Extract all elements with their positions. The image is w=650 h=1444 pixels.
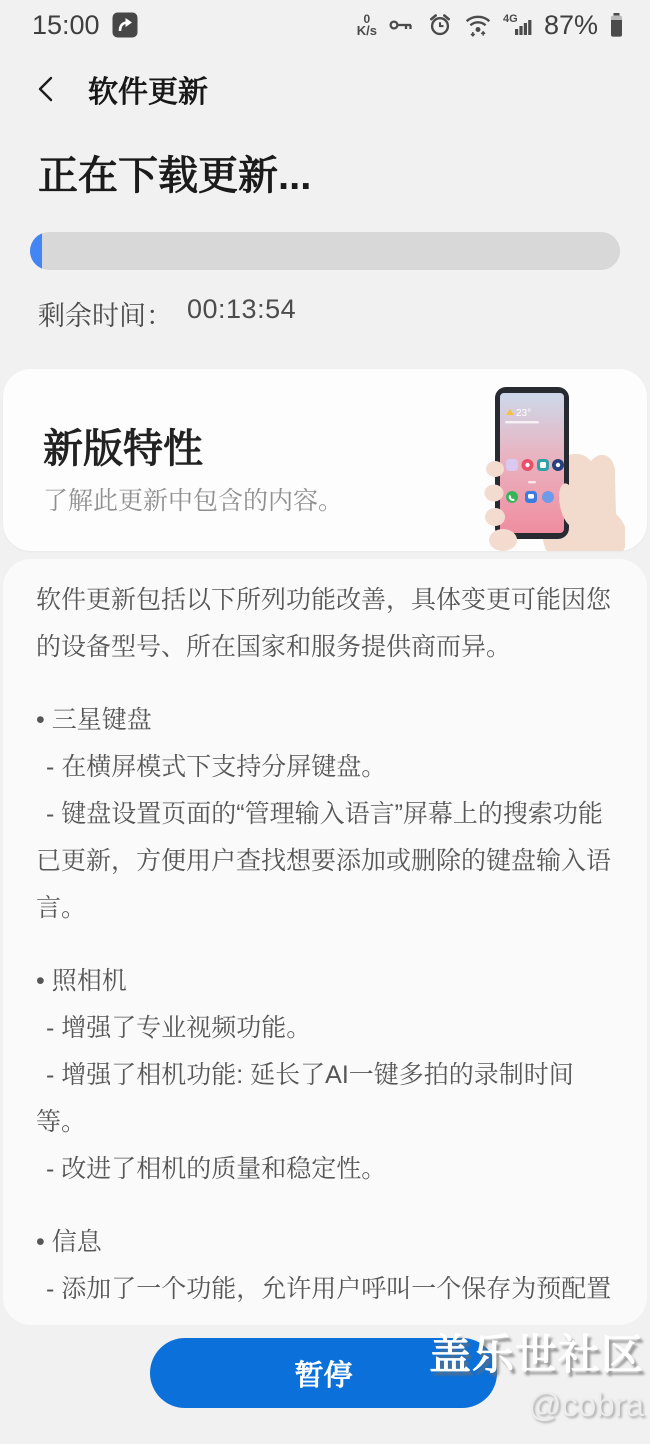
download-progress-bar: [30, 232, 620, 270]
changelog-item: - 改进了相机的质量和稳定性。: [46, 1155, 387, 1183]
features-card-subtitle: 了解此更新中包含的内容。: [43, 487, 344, 515]
changelog-item: - 增强了专业视频功能。: [46, 1014, 312, 1042]
chevron-left-icon: [34, 74, 60, 104]
battery-icon: [609, 12, 624, 38]
alarm-icon: [427, 12, 453, 38]
app-bar: [0, 50, 650, 128]
download-status-title: 正在下载更新...: [38, 154, 312, 198]
changelog-item: - 键盘设置页面的“管理输入语言”屏幕上的搜索功能已更新，方便用户查找想要添加或删除的键盘输入语言。: [36, 800, 612, 922]
remaining-time-label: 剩余时间：: [38, 301, 173, 331]
changelog-heading: • 信息: [36, 1228, 102, 1256]
vpn-key-icon: [388, 13, 416, 37]
watermark-community-name: 盖乐世社区: [428, 1331, 644, 1378]
remaining-time-value: 00:13:54: [187, 294, 297, 324]
mobile-signal-icon: [503, 12, 533, 38]
hand-holding-phone-image: [457, 377, 625, 551]
changelog-section-keyboard: [36, 697, 614, 932]
changelog-item: - 在横屏模式下支持分屏键盘。: [46, 753, 387, 781]
changelog-heading: • 三星键盘: [36, 706, 152, 734]
changelog-card: [3, 559, 647, 1325]
changelog-heading: • 照相机: [36, 967, 127, 995]
changelog-intro: 软件更新包括以下所列功能改善，具体变更可能因您的设备型号、所在国家和服务提供商而异。: [36, 586, 612, 661]
svg-text:23°: 23°: [516, 408, 532, 419]
pause-button[interactable]: 暂停: [150, 1338, 497, 1408]
watermark-handle: @cobra: [527, 1386, 644, 1423]
changelog-item: - 添加了一个功能，允许用户呼叫一个保存为预配置: [46, 1275, 612, 1303]
page-title: 软件更新: [88, 76, 208, 109]
download-progress-fill: [30, 232, 42, 270]
status-bar: [0, 0, 650, 50]
wifi-icon: [464, 12, 492, 38]
changelog-section-camera: [36, 958, 614, 1193]
new-features-card: [3, 369, 647, 551]
upload-notification-icon: [112, 12, 138, 38]
remaining-time-row: [38, 294, 612, 333]
battery-percent: 87%: [543, 9, 598, 40]
footer: [0, 1306, 650, 1444]
clock: 15:00: [32, 9, 100, 40]
network-speed-indicator: 0 K/s: [356, 12, 377, 38]
changelog-section-messages: [36, 1219, 614, 1313]
changelog-item: - 增强了相机功能: 延长了AI一键多拍的录制时间等。: [36, 1061, 574, 1136]
svg-text:4G: 4G: [502, 13, 518, 25]
features-card-title: 新版特性: [43, 427, 203, 471]
back-button[interactable]: [34, 67, 78, 111]
